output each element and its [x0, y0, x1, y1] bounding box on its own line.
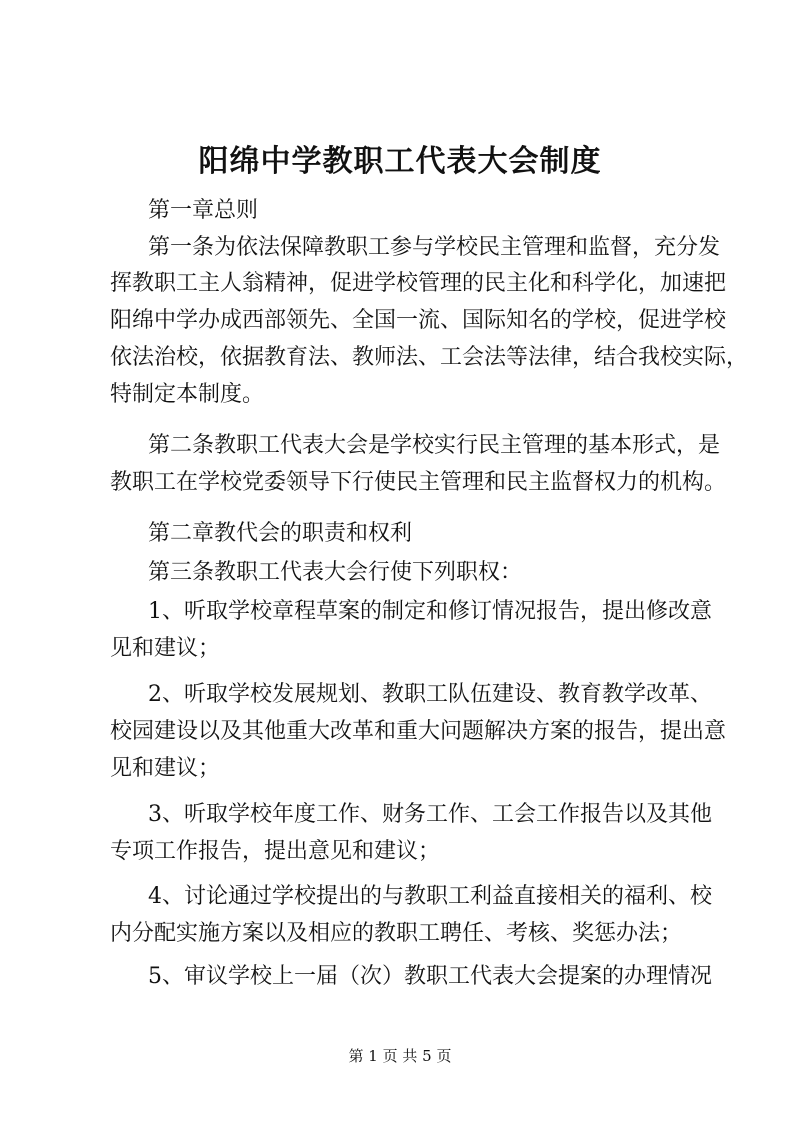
chapter-heading-2: 第二章教代会的职责和权利: [148, 521, 413, 546]
article-1-line-2: 挥教职工主人翁精神，促进学校管理的民主化和科学化，加速把: [110, 271, 727, 296]
item-2-line-2: 校园建设以及其他重大改革和重大问题解决方案的报告，提出意: [110, 719, 727, 744]
item-2-line-1: 2、听取学校发展规划、教职工队伍建设、教育教学改革、: [148, 682, 712, 707]
article-1-line-4: 依法治校，依据教育法、教师法、工会法等法律，结合我校实际，: [110, 345, 749, 370]
item-3-line-1: 3、听取学校年度工作、财务工作、工会工作报告以及其他: [148, 802, 712, 827]
item-4-line-2: 内分配实施方案以及相应的教职工聘任、考核、奖惩办法；: [110, 921, 683, 946]
item-3-line-2: 专项工作报告，提出意见和建议；: [110, 839, 441, 864]
article-1-line-5: 特制定本制度。: [110, 382, 265, 407]
item-2-line-3: 见和建议；: [110, 756, 221, 781]
article-1-line-3: 阳绵中学办成西部领先、全国一流、国际知名的学校，促进学校: [110, 308, 727, 333]
chapter-heading-1: 第一章总则: [148, 198, 259, 223]
page-number-footer: 第 1 页 共 5 页: [348, 1047, 452, 1065]
article-1-line-1: 第一条为依法保障教职工参与学校民主管理和监督，充分发: [148, 235, 721, 260]
document-title: 阳绵中学教职工代表大会制度: [198, 144, 602, 179]
article-2-line-1: 第二条教职工代表大会是学校实行民主管理的基本形式，是: [148, 433, 721, 458]
article-3-line-1: 第三条教职工代表大会行使下列职权：: [148, 560, 523, 585]
item-5-line-1: 5、审议学校上一届（次）教职工代表大会提案的办理情况: [148, 964, 712, 989]
item-1-line-2: 见和建议；: [110, 636, 221, 661]
article-2-line-2: 教职工在学校党委领导下行使民主管理和民主监督权力的机构。: [110, 470, 727, 495]
item-4-line-1: 4、讨论通过学校提出的与教职工利益直接相关的福利、校: [148, 884, 712, 909]
item-1-line-1: 1、听取学校章程草案的制定和修订情况报告，提出修改意: [148, 599, 712, 624]
